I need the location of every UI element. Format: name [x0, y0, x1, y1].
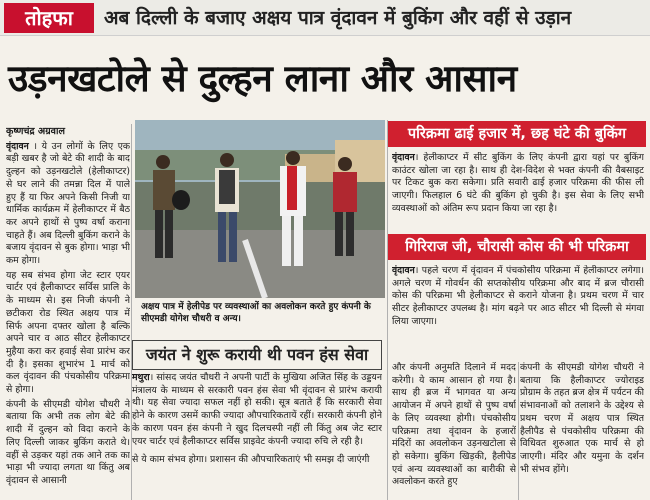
paragraph: कंपनी के सीएमडी योगेश चौधरी ने बताया कि अभी तक लोग बेटे की शादी में दुल्हन को विदा कराने के लिए दिल्ली जाकर बुकिंग कराते थे। वहीं से उड़कर यहां तक आने तक का भाड़ा भी ज्यादा लगता था किंतु अब वृंदावन से आसानी [6, 398, 130, 486]
dateline: मथुरा [132, 372, 150, 383]
kicker-headline: अब दिल्ली के बजाए अक्षय पात्र वृंदावन में बुकिंग और वहीं से उड़ान [104, 7, 572, 29]
sidebar-box-body [132, 372, 382, 500]
paragraph: और कंपनी अनुमति दिलाने में मदद करेगी। ये काम आसान हो गया है। साथ ही ब्रज में भागवत या अन्य आयोजन में अपने हाथों से पुष्प वर्षा के लिए व्यवस्था होगी। पंचकोसीय परिक्रमा तथा वृंदावन के हजारों मंदिरों का अवलोकन उड़नखटोला से हो सकेगा। बुकिंग खिड़की, हैलीपेड एवं अन्य व्यवस्थाओं का बारीकी से अवलोकन करते हुए [392, 362, 516, 488]
paragraph-text: । हेलीकाप्टर में सीट बुकिंग के लिए कंपनी द्वारा यहां पर बुकिंग काउंटर खोला जा रहा है। साथ ही देश-विदेश से भक्त कंपनी की वैबसाइट पर टिकट बुक करा सकेगा। प्रति सवारी ढाई हजार परिक्रमा की फीस ली जाएगी। फिलहाल 6 घंटे की बुकिंग हो चुकी है। इस सेवा के लिए सभी व्यवस्थाओं को अंतिम रूप प्रदान किया जा रहा है। [392, 152, 644, 214]
paragraph: कंपनी के सीएमडी योगेश चौधरी ने बताया कि हैलीकाप्टर ज्योराइड प्रोग्राम के तहत ब्रज क्षेत्र में पर्यटन की संभावनाओं को तलाशने के उद्देश्य से प्रथम चरण में अक्षय पात्र स्थित हैलीपैड से पंचकोसीय परिक्रमा की विधिवत शुरुआत एक मार्च से हो जाएगी। मंदिर और यमुना के दर्शन भी संभव होंगे। [520, 362, 644, 475]
column-divider [518, 362, 519, 500]
paragraph-text: । सांसद जयंत चौधरी ने अपनी पार्टी के मुखिया अजित सिंह के उड्डयन मंत्रालय के माध्यम से सरकारी पवन हंस सेवा भी वृंदावन से प्रारंभ करायी थी। यह सेवा ज्यादा सफल नहीं हो सकी। सूत्र बताते हैं कि सरकारी सेवा होने के कारण उसमें काफी ज्यादा औपचारिकतायें रहीं। सरकारी कंपनी होने के कारण पवन हंस कंपनी ने खुद दिलचस्पी नहीं ली किंतु अब जेट स्टार एयर चार्टर एवं हैलीकाप्टर सर्विस प्राइवेट कंपनी ज्यादा रुचि ले रही है। [132, 372, 382, 447]
section-tag: तोहफा [4, 3, 94, 33]
paragraph-text: । पहले चरण में वृंदावन में पंचकोसीय परिक्रमा में हेलीकाप्टर लगेगा। अगले चरण में गोवर्धन की सप्तकोसीय परिक्रमा और बाद में ब्रज चौरासी कोस की परिक्रमा भी हेलीकाप्टर से कराने योजना है। प्रथम चरण में चार सीटर हेलीकाप्टर उपलब्ध है। मांग बढ़ने पर आठ सीटर भी दिल्ली से मंगवा लिया जाएगा। [392, 265, 644, 327]
dateline: वृंदावन [392, 265, 415, 276]
dateline: वृंदावन [6, 140, 29, 152]
sidebar-box-title: जयंत ने शुरू करायी थी पवन हंस सेवा [132, 340, 382, 370]
subheading-bar: परिक्रमा ढाई हजार में, छह घंटे की बुकिंग [388, 121, 646, 147]
paragraph [392, 152, 644, 216]
article-column-5 [392, 362, 516, 500]
paragraph: से ये काम संभव होगा। प्रशासन की औपचारिकताएं भी समझ दी जाएंगी [132, 454, 370, 466]
paragraph-text: । ये उन लोगों के लिए एक बड़ी खबर है जो बेटे की शादी के बाद दुल्हन को उड़नखटोले (हेलीकाप्टर) से घर लाने की तमन्ना दिल में पाले हुए हैं या फिर अपने किसी निजी या धार्मिक कार्यक्रम में हेलीकाप्टर में बैठ कर अपने हाथों से पुष्प वर्षा कराना चाहते हैं। अब दिल्ली बुकिंग कराने के बजाय वृंदावन से बुक होगा। भाड़ा भी कम होगा। [6, 140, 130, 267]
section-body [392, 265, 644, 355]
paragraph [132, 372, 382, 448]
paragraph [6, 141, 130, 268]
news-photo [135, 120, 385, 298]
photo-scene-image [135, 120, 385, 298]
photo-caption: अक्षय पात्र में हेलीपेड पर व्यवस्थाओं का अवलोकन करते हुए कंपनी के सीएमडी योगेश चौधरी व अन्य। [141, 302, 371, 324]
headline-banner [0, 0, 650, 36]
article-column-6 [520, 362, 644, 500]
paragraph: यह सब संभव होगा जेट स्टार एयर चार्टर एवं हैलीकाप्टर सर्विस प्रालि के के माध्यम से। इस निजी कंपनी ने छटीकरा रोड स्थित अक्षय पात्र में सिर्फ अपना दफ्तर खोला है बल्कि अपने चार व आठ सीटर हेलीकाप्टर मुहैया करा कर हवाई सेवा प्रारंभ कर दी है। इसका शुभारंभ 1 मार्च को कल वृंदावन की पंचकोसीय परिक्रमा से होगा। [6, 269, 130, 396]
section-body [392, 152, 644, 234]
column-divider [387, 120, 388, 500]
main-headline: उड़नखटोले से दुल्हन लाना और आसान [8, 56, 517, 100]
byline: कृष्णचंद्र अग्रवाल [6, 126, 65, 137]
subheading-bar: गिरिराज जी, चौरासी कोस की भी परिक्रमा [388, 234, 646, 260]
article-column-1 [6, 126, 130, 500]
paragraph [392, 265, 644, 329]
dateline: वृंदावन [392, 152, 415, 163]
